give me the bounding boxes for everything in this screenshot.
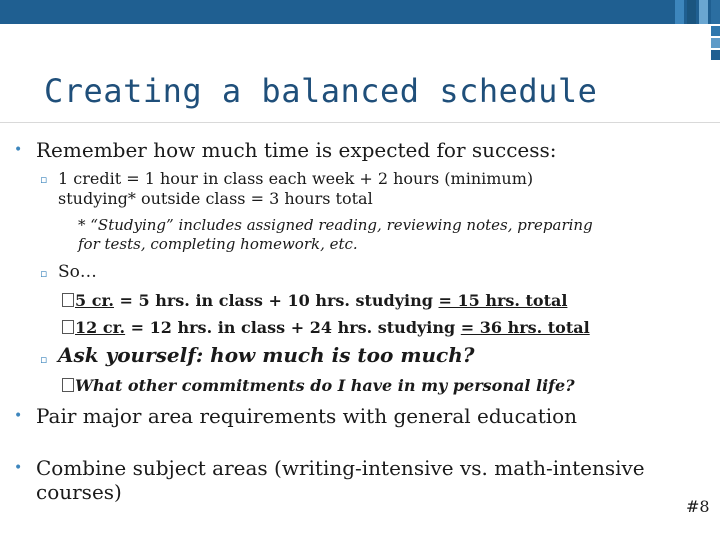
bullet-text: Remember how much time is expected for success: xyxy=(36,138,557,162)
sub-bullet-line-1: 1 credit = 1 hour in class each week + 2 hours (minimum) xyxy=(58,169,534,188)
studying-note-line-2: for tests, completing homework, etc. xyxy=(78,235,358,253)
slide-title: Creating a balanced schedule xyxy=(44,72,598,110)
calc-middle: = 12 hrs. in class + 24 hrs. studying xyxy=(125,318,461,337)
bullet-icon: • xyxy=(14,142,23,158)
studying-note-line-1: * “Studying” includes assigned reading, reviewing notes, preparing xyxy=(78,216,593,234)
credits-value: 5 cr. xyxy=(75,291,114,310)
calc-row-5-credits xyxy=(62,291,567,310)
header-bar xyxy=(0,0,720,24)
commitments-text: What other commitments do I have in my personal life? xyxy=(75,376,575,395)
bullet-text-cont: courses) xyxy=(36,480,122,504)
calc-total: = 15 hrs. total xyxy=(438,291,568,310)
bullet-text: Combine subject areas (writing-intensive vs. math-intensive xyxy=(36,456,645,480)
square-bullet-icon: ▫ xyxy=(40,173,48,186)
side-decoration xyxy=(711,26,720,62)
square-bullet-icon: ▫ xyxy=(40,353,48,366)
page-number: #8 xyxy=(686,497,710,516)
header-decoration xyxy=(672,0,720,24)
missing-glyph-icon xyxy=(62,378,74,392)
missing-glyph-icon xyxy=(62,293,74,307)
calc-total: = 36 hrs. total xyxy=(460,318,590,337)
square-bullet-icon: ▫ xyxy=(40,267,48,280)
bullet-text: Pair major area requirements with general education xyxy=(36,404,578,428)
personal-commitments-question xyxy=(62,376,575,395)
ask-yourself-text: Ask yourself: how much is too much? xyxy=(58,343,475,367)
sub-bullet-so-text: So… xyxy=(58,262,97,282)
credits-value: 12 cr. xyxy=(75,318,126,337)
bullet-icon: • xyxy=(14,408,23,424)
title-divider xyxy=(0,122,720,123)
calc-middle: = 5 hrs. in class + 10 hrs. studying xyxy=(113,291,439,310)
missing-glyph-icon xyxy=(62,320,74,334)
sub-bullet-line-2: studying* outside class = 3 hours total xyxy=(58,189,373,208)
calc-row-12-credits xyxy=(62,318,590,337)
bullet-icon: • xyxy=(14,460,23,476)
